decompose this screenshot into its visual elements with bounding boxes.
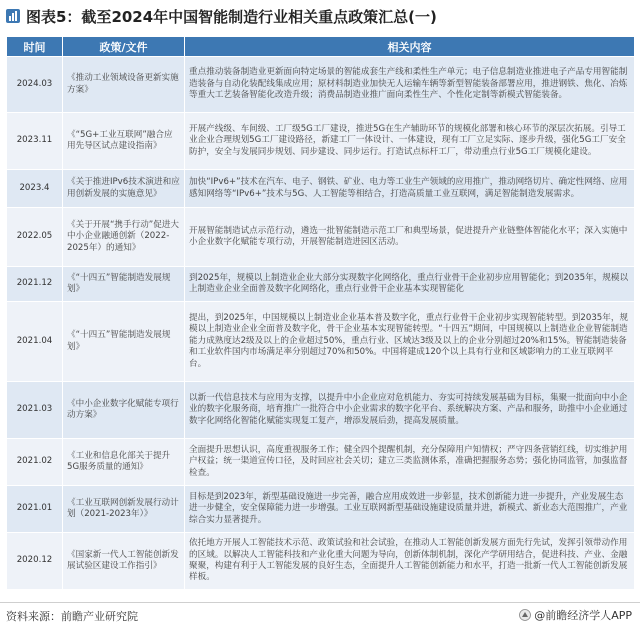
row-content: 开展产线级、车间级、工厂级5G工厂建设，推进5G在生产辅助环节的规模化部署和核心环节的深层次拓展。引导工业企业合理规划5G工厂建设路径，新建工厂一体设计、一体建设，现有工厂立足实际、逐步升级，强化5G工厂安全防护，安全与发展同步规划、同步建设、同步运行。打造试点标杆工厂，带动重点行业5G工厂规模化建设。 <box>185 113 635 170</box>
footer <box>0 602 640 627</box>
row-policy: 《推动工业领域设备更新实施方案》 <box>63 57 185 113</box>
brand-credit <box>519 607 632 623</box>
row-content: 依托地方开展人工智能技术示范、政策试验和社会试验，在推动人工智能创新发展方面先行先试，发挥引领带动作用的区域。以解决人工智能科技和产业化重大问题为导向，创新体制机制，深化产学研用结合，促进科技、产业、金融聚聚，构建有利于人工智能发展的良好生态，全面提升人工智能创新能力和水平，打造一批新一代人工智能创新发展样板。 <box>185 533 635 590</box>
row-time: 2021.03 <box>7 382 63 439</box>
header-time: 时间 <box>7 37 63 57</box>
row-time: 2020.12 <box>7 533 63 590</box>
row-content: 目标是到2023年，新型基础设施进一步完善，融合应用成效进一步彰显，技术创新能力进一步提升，产业发展生态进一步健全，安全保障能力进一步增强。工业互联网新型基础设施建设质量并进，新模式、新业态大范围推广，产业综合实力显著提升。 <box>185 486 635 533</box>
row-policy: 《中小企业数字化赋能专项行动方案》 <box>63 382 185 439</box>
row-policy: 《国家新一代人工智能创新发展试验区建设工作指引》 <box>63 533 185 590</box>
row-policy: 《“十四五”智能制造发展规划》 <box>63 267 185 302</box>
row-content: 到2025年，规模以上制造业企业大部分实现数字化网络化，重点行业骨干企业初步应用智能化；到2035年，规模以上制造业企业全面普及数字化网络化，重点行业骨干企业基本实现智能化 <box>185 267 635 302</box>
row-time: 2021.01 <box>7 486 63 533</box>
table-row <box>7 170 635 208</box>
row-policy: 《“5G+工业互联网”融合应用先导区试点建设指南》 <box>63 113 185 170</box>
row-policy: 《工业互联网创新发展行动计划（2021-2023年）》 <box>63 486 185 533</box>
row-content: 全面提升思想认识，高度重视服务工作；健全四个提醒机制，充分保障用户知情权；严守四条营销红线，切实维护用户权益；统一渠道宣传口径，及时回应社会关切；建立三类监测体系，准确把握服务态势；强化协同监管，加强监督检查。 <box>185 439 635 486</box>
table-row <box>7 486 635 533</box>
row-content: 加快“IPv6+”技术在汽车、电子、钢铁、矿业、电力等工业生产领域的应用推广，推动网络切片、确定性网络、应用感知网络等“IPv6+”技术与5G、人工智能等相结合，打造高质量工业互联网，满足智能制造发展需求。 <box>185 170 635 208</box>
row-time: 2021.02 <box>7 439 63 486</box>
row-policy: 《关于开展“携手行动”促进大中小企业融通创新（2022-2025年）的通知》 <box>63 208 185 267</box>
row-content: 提出，到2025年，中国规模以上制造业企业基本普及数字化，重点行业骨干企业初步实现智能转型。到2035年，规模以上制造业企业全面普及数字化，骨干企业基本实现智能转型。“十四五”期间，中国规模以上制造业企业智能制造能力成熟度达2级及以上的企业超过50%，重点行业、区域达3级及以上的企业分别超过20%和15%。智能制造装备和工业软件国内市场满足率分别超过70%和50%。中国将建成120个以上具有行业和区域影响力的工业互联网平台。 <box>185 302 635 382</box>
table-row <box>7 439 635 486</box>
row-policy: 《工业和信息化部关于提升5G服务质量的通知》 <box>63 439 185 486</box>
brand-label: @前瞻经济学人APP <box>534 609 632 622</box>
row-time: 2021.12 <box>7 267 63 302</box>
policy-table <box>6 36 635 590</box>
title-marker-icon <box>6 9 20 23</box>
source-note: 资料来源：前瞻产业研究院 <box>6 610 138 623</box>
table-row <box>7 113 635 170</box>
row-content: 重点推动装备制造业更新面向特定场景的智能成套生产线和柔性生产单元；电子信息制造业推进电子产品专用智能制造装备与自动化装配线集成应用；原材料制造业加快无人运输车辆等新型智能装备部署应用，推进钢铁、焦化、冶炼等重大工艺装备智能化改造升级；消费品制造业推广面向柔性生产、个性化定制等新模式智能装备。 <box>185 57 635 113</box>
row-time: 2024.03 <box>7 57 63 113</box>
table-row <box>7 382 635 439</box>
table-row <box>7 533 635 590</box>
table-row <box>7 302 635 382</box>
header-content: 相关内容 <box>185 37 635 57</box>
table-row <box>7 208 635 267</box>
row-policy: 《关于推进IPv6技术演进和应用创新发展的实施意见》 <box>63 170 185 208</box>
table-header-row <box>7 37 635 57</box>
row-content: 以新一代信息技术与应用为支撑，以提升中小企业应对危机能力、夯实可持续发展基础为目标，集聚一批面向中小企业的数字化服务商，培育推广一批符合中小企业需求的数字化平台、系统解决方案、产品和服务，助推中小企业通过数字化网络化智能化赋能实现复工复产，增添发展后劲，提高发展质量。 <box>185 382 635 439</box>
page-title: 图表5：截至2024年中国智能制造行业相关重点政策汇总(一) <box>26 8 437 26</box>
table-row <box>7 267 635 302</box>
brand-logo-icon <box>519 609 531 621</box>
row-time: 2023.4 <box>7 170 63 208</box>
table-row <box>7 57 635 113</box>
row-policy: 《“十四五”智能制造发展规划》 <box>63 302 185 382</box>
row-time: 2021.04 <box>7 302 63 382</box>
row-time: 2022.05 <box>7 208 63 267</box>
row-time: 2023.11 <box>7 113 63 170</box>
row-content: 开展智能制造试点示范行动，遴选一批智能制造示范工厂和典型场景，促进提升产业链整体智能化水平；深入实施中小企业数字化赋能专项行动，开展智能制造进园区活动。 <box>185 208 635 267</box>
title-bar <box>0 0 640 36</box>
header-policy: 政策/文件 <box>63 37 185 57</box>
